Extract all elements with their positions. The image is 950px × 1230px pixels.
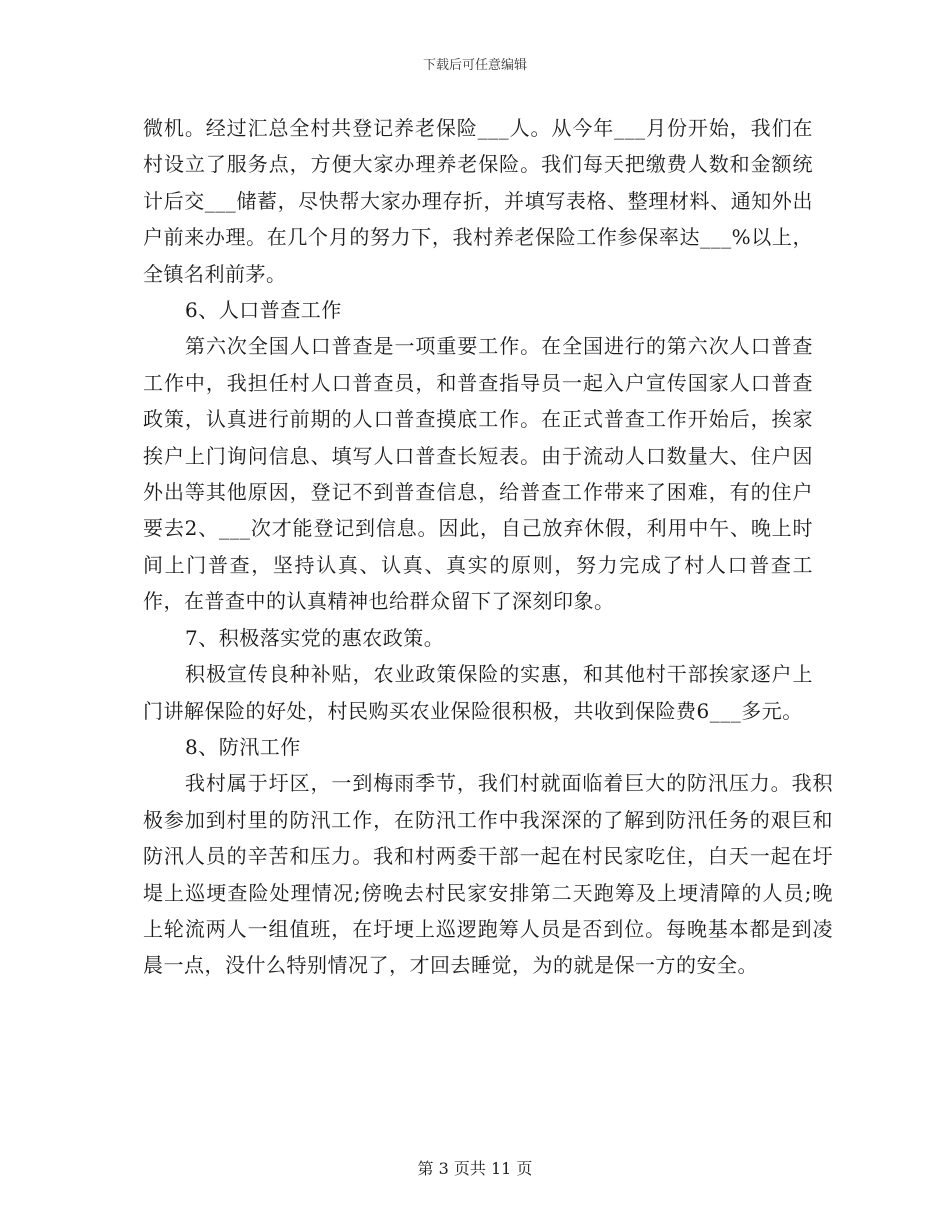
section-heading-agri-policy: 7、积极落实党的惠农政策。 bbox=[185, 625, 445, 650]
page-number-footer: 第 3 页共 11 页 bbox=[417, 1159, 533, 1178]
section-heading-census: 6、人口普查工作 bbox=[185, 298, 342, 323]
paragraph-pension-insurance: 微机。经过汇总全村共登记养老保险___人。从今年___月份开始，我们在村设立了服务点，方便大家办理养老保险。我们每天把缴费人数和金额统计后交___储蓄，尽快帮大家办理存折，并填写表格、整理材料、通知外出户前来办理。在几个月的努力下，我村养老保险工作参保率达___%以上，全镇名利前茅。 bbox=[143, 116, 813, 286]
section-heading-flood-control: 8、防汛工作 bbox=[185, 734, 301, 759]
document-body bbox=[143, 110, 833, 984]
paragraph-census: 第六次全国人口普查是一项重要工作。在全国进行的第六次人口普查工作中，我担任村人口普查员，和普查指导员一起入户宣传国家人口普查政策，认真进行前期的人口普查摸底工作。在正式普查工作开始后，挨家挨户上门询问信息、填写人口普查长短表。由于流动人口数量大、住户因外出等其他原因，登记不到普查信息，给普查工作带来了困难，有的住户要去2、___次才能登记到信息。因此，自己放弃休假，利用中午、晚上时间上门普查，坚持认真、认真、真实的原则，努力完成了村人口普查工作，在普查中的认真精神也给群众留下了深刻印象。 bbox=[143, 334, 813, 614]
page-header: 下载后可任意编辑 bbox=[422, 58, 527, 73]
paragraph-flood-control: 我村属于圩区，一到梅雨季节，我们村就面临着巨大的防汛压力。我积极参加到村里的防汛工作，在防汛工作中我深深的了解到防汛任务的艰巨和防汛人员的辛苦和压力。我和村两委干部一起在村民家吃住，白天一起在圩堤上巡埂查险处理情况;傍晚去村民家安排第二天跑筹及上埂清障的人员;晚上轮流两人一组值班，在圩埂上巡逻跑筹人员是否到位。每晚基本都是到凌晨一点，没什么特别情况了，才回去睡觉，为的就是保一方的安全。 bbox=[143, 771, 833, 978]
paragraph-agri-policy: 积极宣传良种补贴，农业政策保险的实惠，和其他村干部挨家逐户上门讲解保险的好处，村民购买农业保险很积极，共收到保险费6___多元。 bbox=[143, 662, 813, 723]
